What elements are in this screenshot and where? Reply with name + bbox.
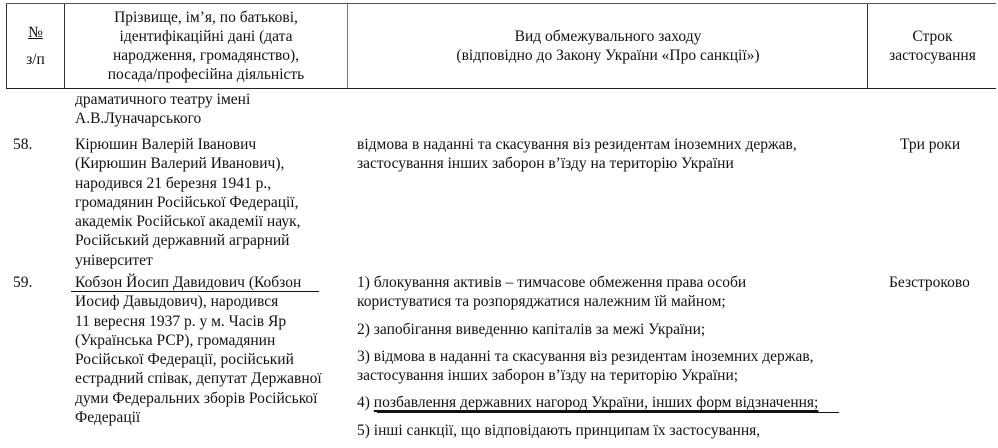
continuation-person-cell bbox=[75, 90, 250, 129]
header-term-line: застосування bbox=[889, 47, 976, 64]
person-line: думи Федеральних зборів Російської bbox=[75, 389, 318, 407]
term-cell: Три роки bbox=[900, 136, 961, 153]
person-cell bbox=[75, 135, 300, 270]
person-line: (Кирюшин Валерий Иванович), bbox=[75, 155, 285, 173]
header-term-column bbox=[869, 4, 996, 88]
person-line: Федерації bbox=[75, 409, 141, 427]
header-term-line: Строк bbox=[912, 28, 953, 45]
person-line: академік Російської академії наук, bbox=[75, 213, 301, 231]
person-line: громадянин Російської Федерації, bbox=[75, 193, 299, 211]
header-number-sign: № bbox=[28, 24, 43, 41]
measure-line: 3) відмова в наданні та скасування віз резидентам іноземних держав, bbox=[357, 347, 814, 365]
header-number-column bbox=[7, 4, 65, 88]
person-line: Кірюшин Валерій Іванович bbox=[75, 136, 257, 153]
person-line: драматичного театру імені bbox=[75, 91, 251, 108]
measure-line: застосування інших заборон в’їзду на територію України; bbox=[357, 367, 739, 385]
person-line: Російської Федерації, російський bbox=[75, 351, 294, 369]
measure-cell bbox=[357, 135, 797, 174]
measure-line bbox=[357, 393, 818, 412]
person-line: Російський державний аграрний bbox=[75, 232, 290, 250]
measure-line: 2) запобігання виведенню капіталів за межі України; bbox=[357, 320, 706, 338]
measure-line: 1) блокування активів – тимчасове обмеження права особи bbox=[357, 274, 747, 291]
header-measure-line: (відповідно до Закону України «Про санкції») bbox=[456, 47, 760, 64]
person-line-underlined bbox=[75, 273, 322, 292]
person-line: Иосиф Давыдович), народився bbox=[75, 293, 279, 311]
measure-item bbox=[357, 393, 818, 412]
header-measure-column bbox=[349, 4, 868, 88]
person-line: університет bbox=[75, 251, 153, 269]
header-person-line: ідентифікаційні дані (дата bbox=[119, 28, 293, 45]
measure-line: застосування інших заборон в’їзду на територію України bbox=[357, 155, 734, 173]
header-person-line: народження, громадянство), bbox=[112, 47, 300, 64]
measure-underlined-text: позбавлення державних нагород України, інших форм відзначення; bbox=[373, 394, 819, 412]
person-line: Кобзон Йосип Давидович (Кобзон bbox=[75, 274, 302, 291]
handwritten-underline bbox=[71, 291, 319, 292]
measure-line: відмова в наданні та скасування віз резидентам іноземних держав, bbox=[357, 136, 797, 153]
person-line: 11 вересня 1937 р. у м. Часів Яр bbox=[75, 312, 287, 330]
table-header bbox=[6, 3, 996, 89]
measure-item bbox=[357, 273, 818, 312]
measure-line: 5) інші санкції, що відповідають принципам їх застосування, bbox=[357, 421, 761, 439]
header-number-abbr: з/п bbox=[26, 51, 45, 68]
measure-item bbox=[357, 347, 818, 386]
person-line: естрадний співак, депутат Державної bbox=[75, 370, 322, 388]
measure-line: користуватися та розпоряджатися належним їй майном; bbox=[357, 293, 726, 311]
measure-item bbox=[357, 320, 818, 339]
row-number: 58. bbox=[13, 136, 33, 153]
header-person-line: Прізвище, ім’я, по батькові, bbox=[114, 9, 298, 26]
row-number: 59. bbox=[13, 274, 33, 291]
measure-prefix: 4) bbox=[357, 394, 374, 412]
handwritten-underline bbox=[377, 412, 839, 413]
header-person-column bbox=[65, 4, 348, 88]
measure-item bbox=[357, 421, 818, 440]
person-line: А.В.Луначарського bbox=[75, 110, 202, 128]
header-measure-line: Вид обмежувального заходу bbox=[514, 28, 702, 45]
measure-cell bbox=[357, 273, 818, 448]
term-cell: Безстроково bbox=[889, 274, 970, 291]
person-cell bbox=[75, 273, 322, 427]
person-line: народився 21 березня 1941 р., bbox=[75, 174, 272, 192]
person-line: (Українська РСР), громадянин bbox=[75, 331, 276, 349]
header-person-line: посада/професійна діяльність bbox=[107, 66, 305, 83]
